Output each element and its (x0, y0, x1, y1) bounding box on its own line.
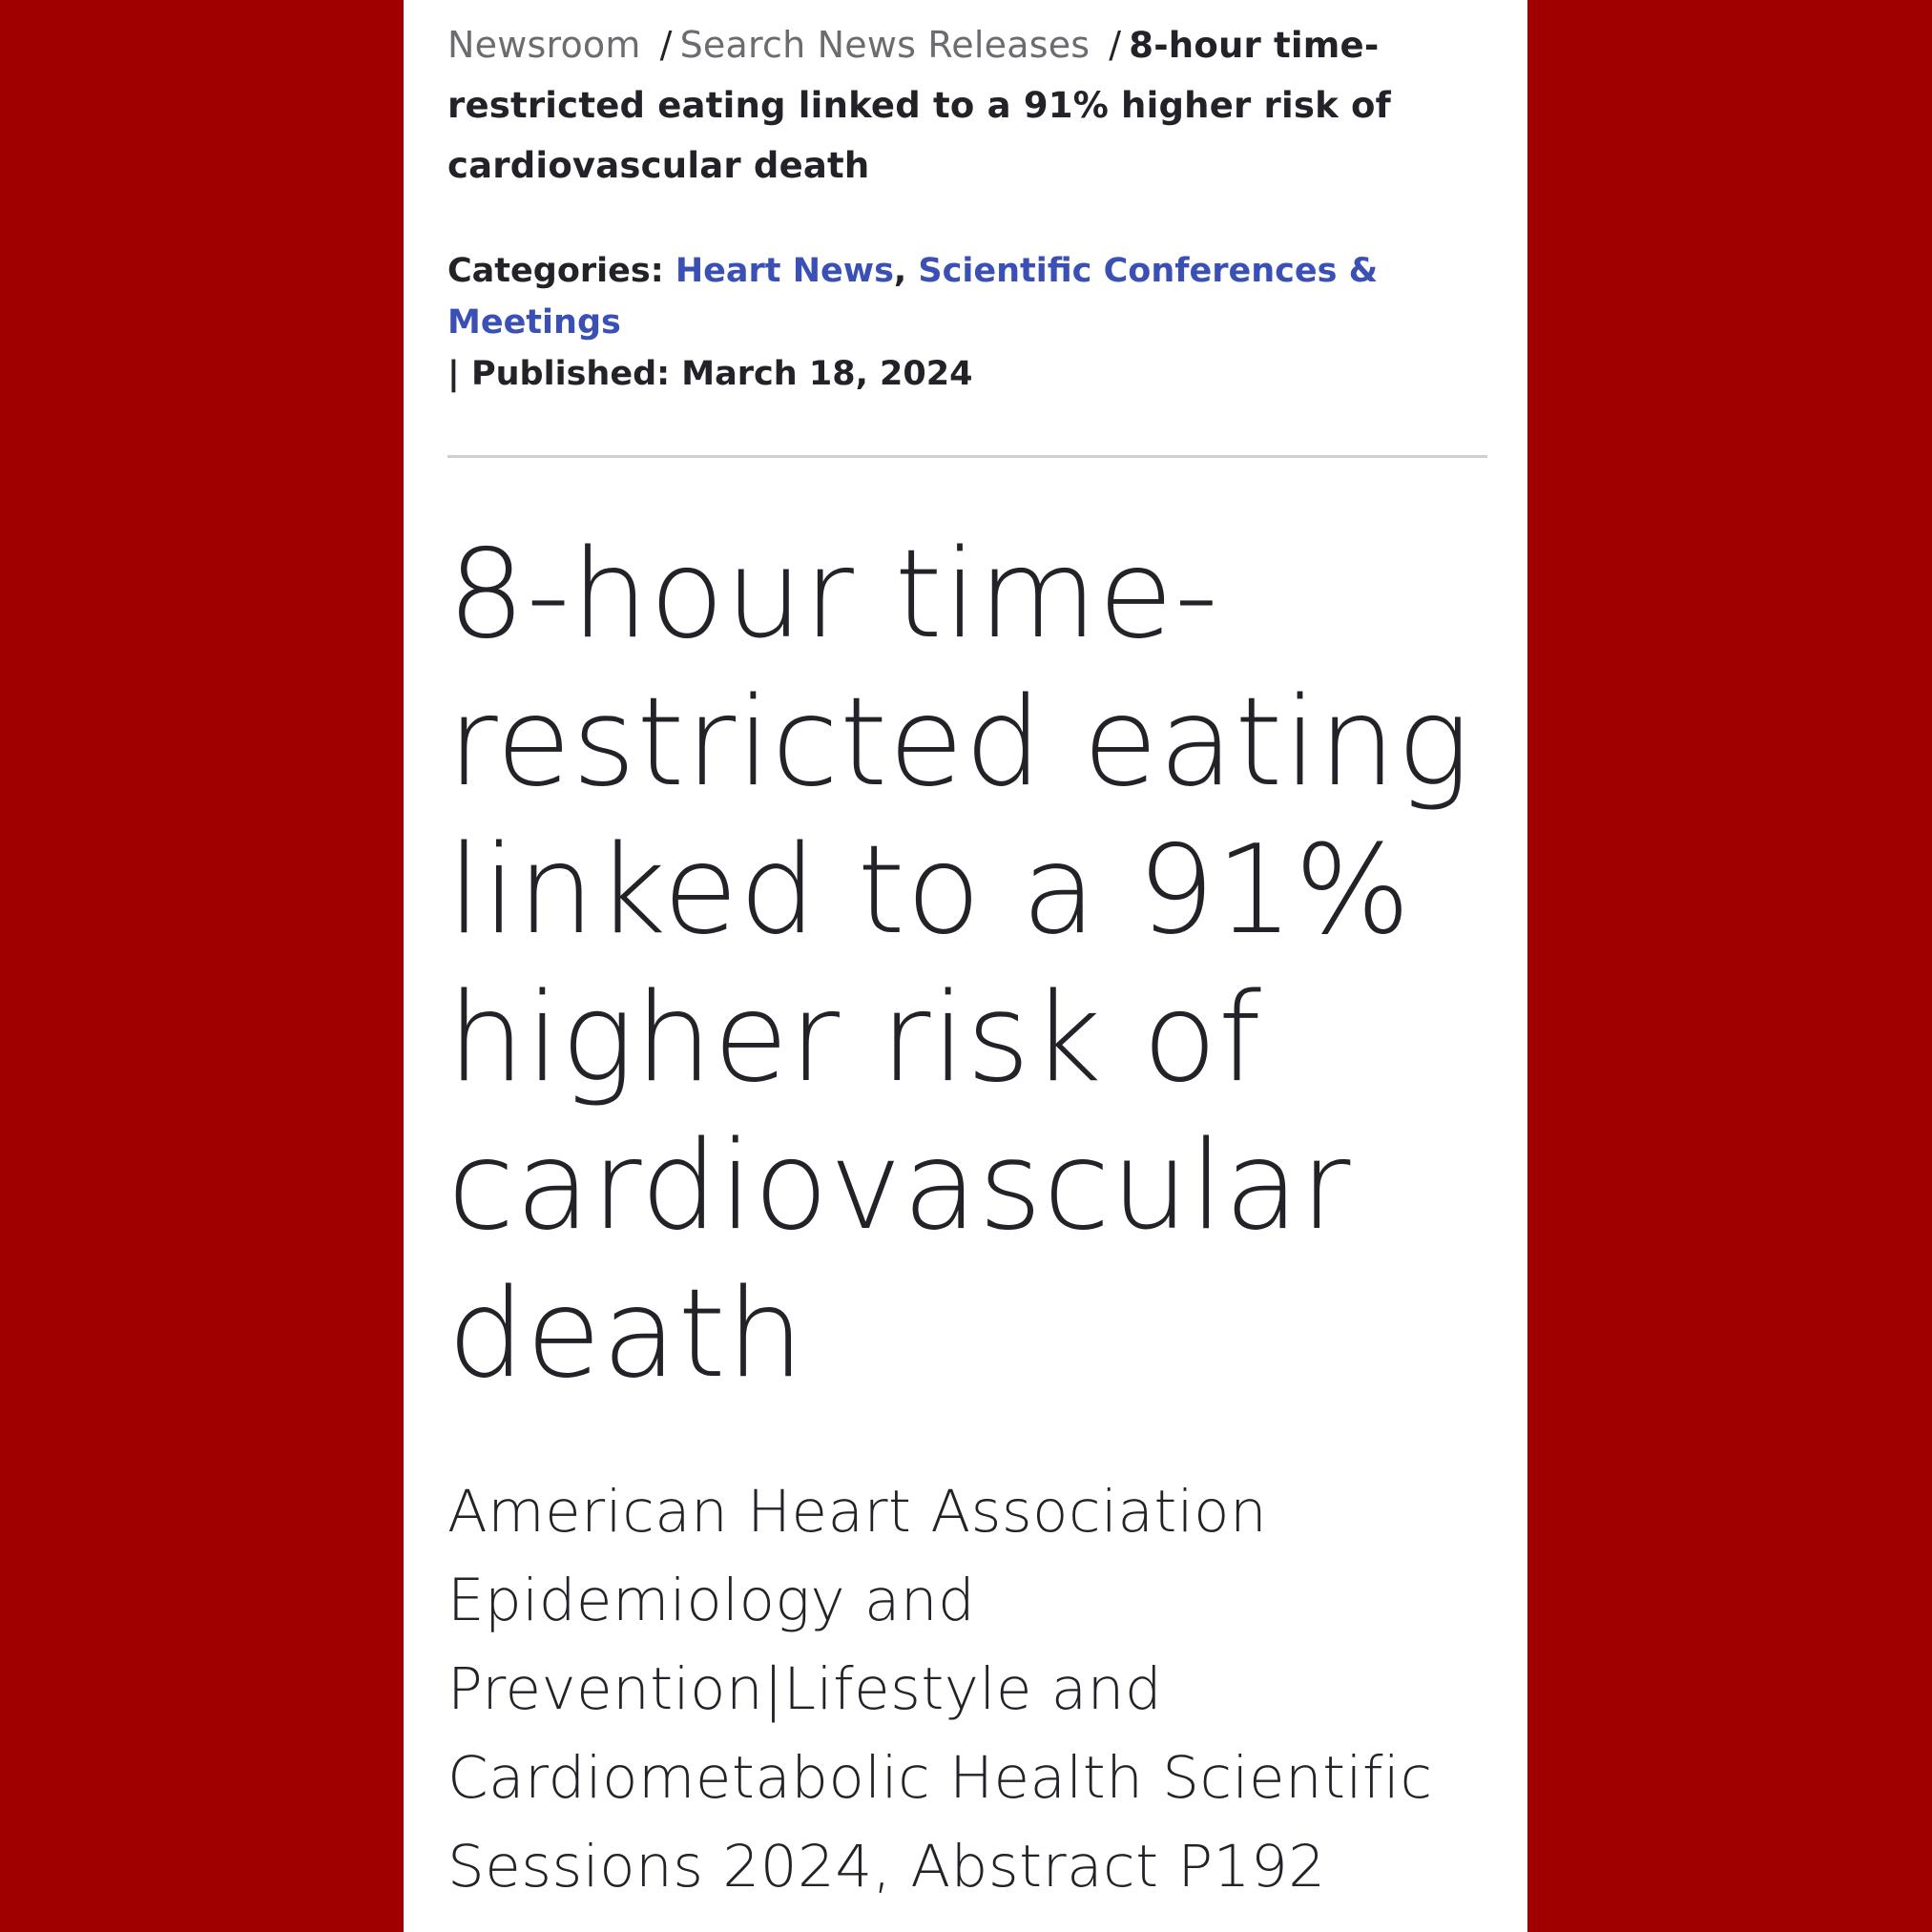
breadcrumb-separator: / (659, 24, 673, 66)
category-link-heart-news[interactable]: Heart News (675, 252, 894, 290)
categories-label: Categories: (447, 252, 664, 290)
article-subtitle: American Heart Association Epidemiology and Prevention|Lifestyle and Cardiometabolic Health Scientific Sessions 2024, Abstract P192 (447, 1478, 1433, 1901)
article-meta (447, 245, 1487, 400)
category-separator: , (893, 252, 907, 290)
breadcrumb-search-news-releases-link[interactable]: Search News Releases (679, 24, 1091, 66)
published-date: | Published: March 18, 2024 (447, 355, 973, 393)
breadcrumb (447, 15, 1487, 196)
page-title: 8-hour time-restricted eating linked to a 91% higher risk of cardiovascular death (447, 524, 1471, 1405)
divider (447, 455, 1487, 458)
breadcrumb-current-page: 8-hour time-restricted eating linked to a 91% higher risk of cardiovascular death (447, 25, 1391, 186)
breadcrumb-separator: / (1109, 24, 1122, 66)
content-column (404, 0, 1527, 1932)
breadcrumb-newsroom-link[interactable]: Newsroom (447, 24, 641, 66)
category-link-scientific-conferences[interactable]: Scientific Conferences & Meetings (447, 252, 1379, 342)
